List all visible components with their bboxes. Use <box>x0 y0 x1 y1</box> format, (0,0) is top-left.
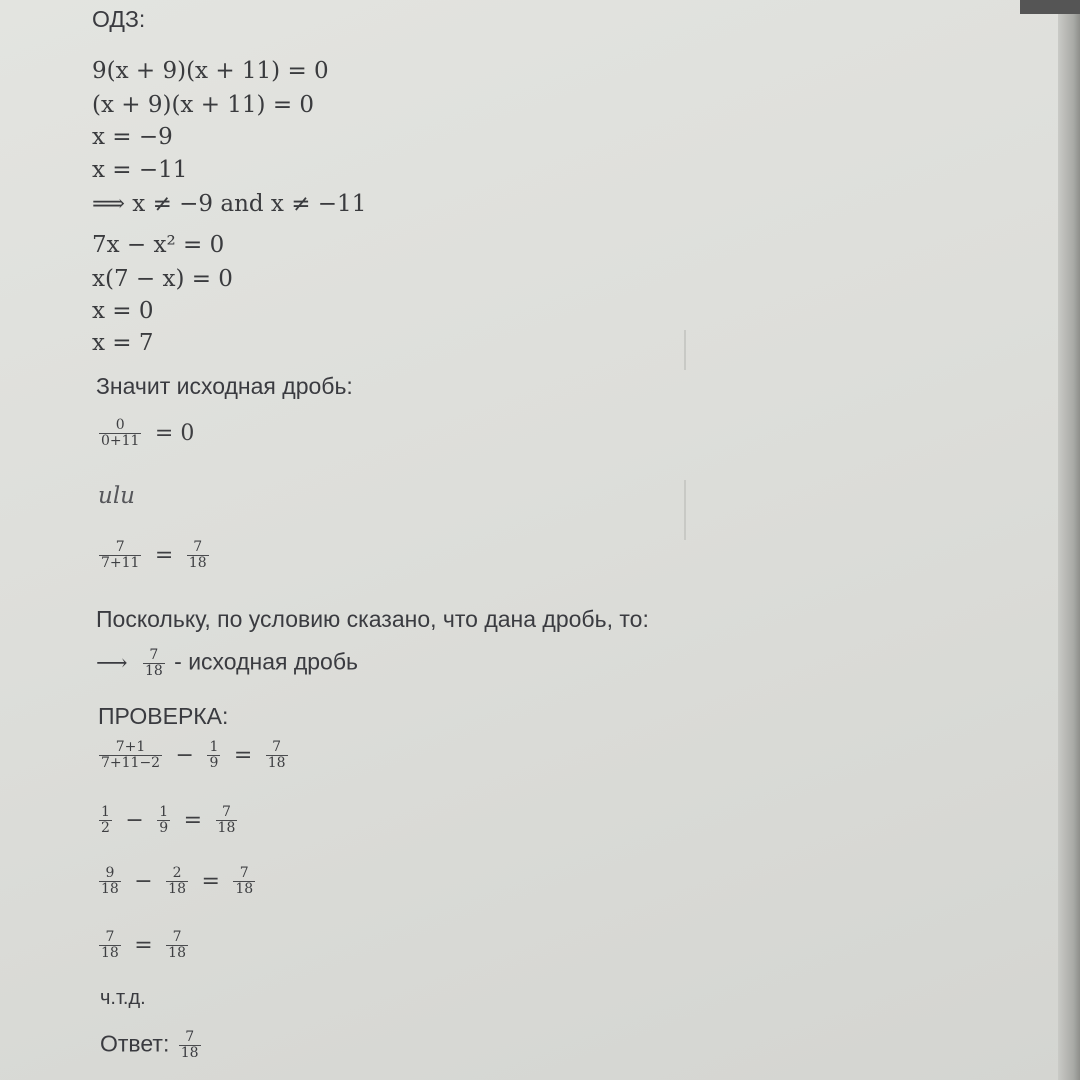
domain-conclusion: ⟹ x ≠ −9 and x ≠ −11 <box>92 191 367 217</box>
check-2-c: $\frac{7}{18}$ <box>217 804 236 836</box>
poskolku-text: Поскольку, по условию сказано, что дана дробь, то: <box>96 606 649 632</box>
check-1-a: $\frac{7+1}{7+11-2}$ <box>101 739 161 771</box>
znachit-text: Значит исходная дробь: <box>96 373 353 399</box>
check-1-b: $\frac{1}{9}$ <box>209 739 219 771</box>
monitor-bezel <box>1058 0 1080 1080</box>
ili-text: ulu <box>98 483 135 509</box>
option-1-fraction: $\frac{0}{0+11}$ <box>101 417 140 449</box>
answer-fraction: $\frac{7}{18}$ <box>180 1029 199 1061</box>
numerator-step-4: x = 7 <box>92 330 154 356</box>
check-2-b: $\frac{1}{9}$ <box>159 804 169 836</box>
screen-scratch <box>684 480 686 540</box>
chtd-text: ч.т.д. <box>100 987 146 1009</box>
monitor-corner <box>1020 0 1080 14</box>
check-step-1: $\frac{7+1}{7+11-2}$ − $\frac{1}{9}$ = $\frac{7}{18}$ <box>101 739 286 771</box>
domain-step-3: x = −9 <box>92 124 173 150</box>
check-3-c: $\frac{7}{18}$ <box>235 865 254 897</box>
option-2-rhs: $\frac{7}{18}$ <box>188 539 207 571</box>
check-1-c: $\frac{7}{18}$ <box>267 739 286 771</box>
domain-step-1: 9(x + 9)(x + 11) = 0 <box>92 58 329 84</box>
odz-heading: ОДЗ: <box>92 6 146 32</box>
check-4-a: $\frac{7}{18}$ <box>101 929 119 961</box>
option-1-equation: $\frac{0}{0+11}$ = 0 <box>101 417 195 449</box>
check-2-a: $\frac{1}{2}$ <box>101 804 110 836</box>
check-3-a: $\frac{9}{18}$ <box>101 865 119 897</box>
result-line: ⟶ $\frac{7}{18}$ - исходная дробь <box>96 647 358 679</box>
check-step-4: $\frac{7}{18}$ = $\frac{7}{18}$ <box>101 929 186 961</box>
result-fraction: $\frac{7}{18}$ <box>144 647 163 679</box>
check-4-c: $\frac{7}{18}$ <box>168 929 186 961</box>
domain-step-2: (x + 9)(x + 11) = 0 <box>92 92 315 118</box>
option-2-equation: $\frac{7}{7+11}$ = $\frac{7}{18}$ <box>101 539 207 571</box>
numerator-step-2: x(7 − x) = 0 <box>92 266 233 292</box>
proverka-heading: ПРОВЕРКА: <box>98 703 229 729</box>
option-2-lhs: $\frac{7}{7+11}$ <box>101 539 140 571</box>
check-3-b: $\frac{2}{18}$ <box>168 865 186 897</box>
numerator-step-3: x = 0 <box>92 298 154 324</box>
check-step-3: $\frac{9}{18}$ − $\frac{2}{18}$ = $\frac{7}{18}$ <box>101 865 254 897</box>
numerator-step-1: 7x − x² = 0 <box>92 232 225 258</box>
screen-scratch <box>684 330 686 370</box>
domain-step-4: x = −11 <box>92 157 188 183</box>
answer-line: Ответ: $\frac{7}{18}$ <box>100 1029 199 1061</box>
check-step-2: $\frac{1}{2}$ − $\frac{1}{9}$ = $\frac{7}{18}$ <box>101 804 236 836</box>
